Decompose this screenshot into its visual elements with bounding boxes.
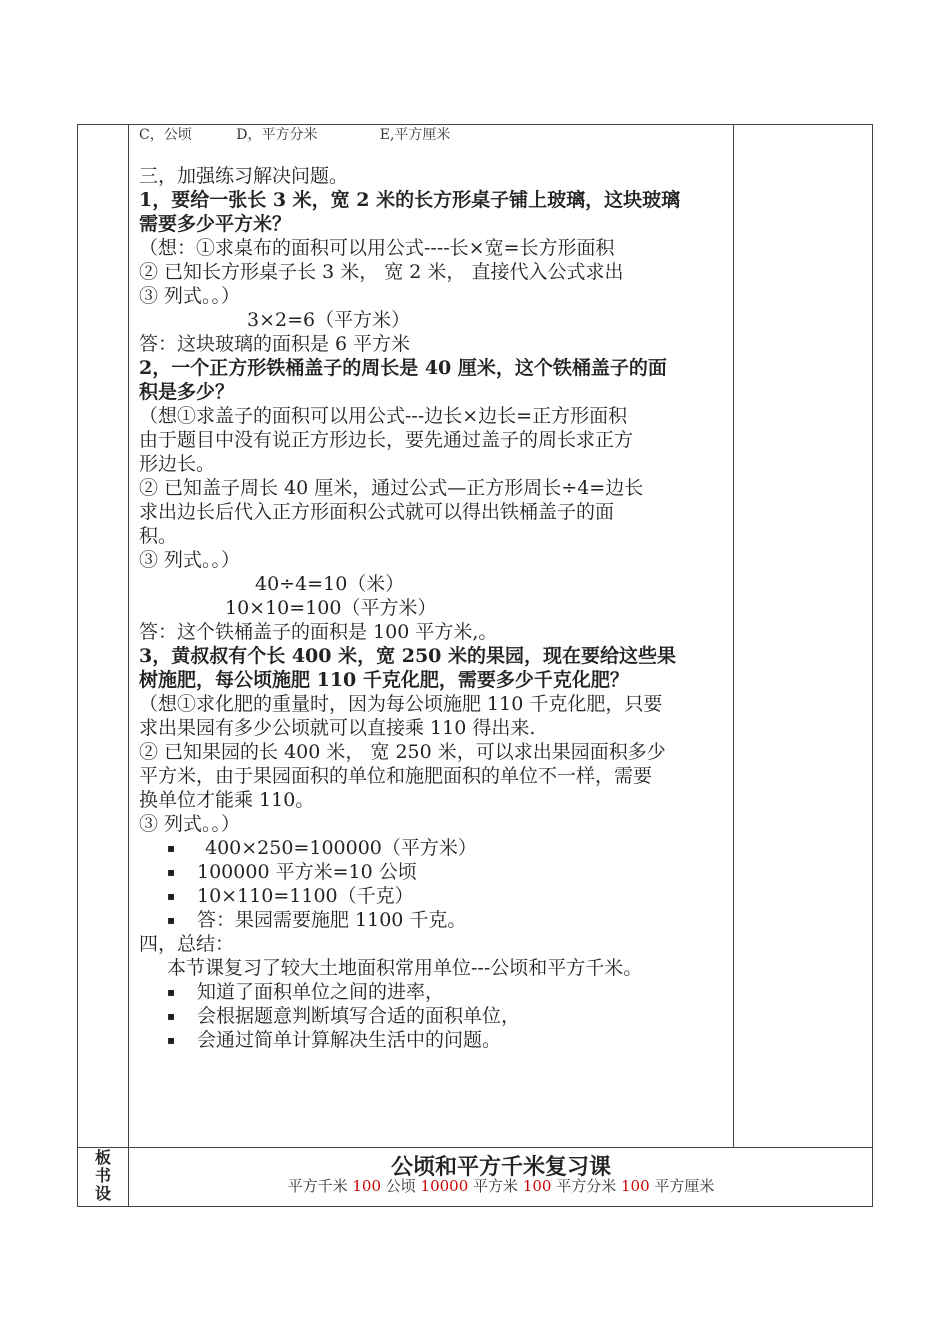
text-line: （想①求化肥的重量时，因为每公顷施肥 110 千克化肥，只要 (139, 693, 663, 715)
unit-name: 平方分米 (551, 1177, 621, 1195)
text-line: 10×10=100（平方米） (225, 597, 437, 619)
bullet-item: ▪ 100000 平方米=10 公顷 (139, 860, 731, 884)
unit-name: 公顷 (381, 1177, 421, 1195)
board-units (130, 1175, 872, 1196)
text-line: 答：这个铁桶盖子的面积是 100 平方米,。 (139, 621, 498, 643)
answer-options: C，公顷 D，平方分米 E,平方厘米 (139, 127, 451, 143)
bullet-item: ▪ 10×110=1100（千克） (139, 884, 731, 908)
text-line: 换单位才能乘 110。 (139, 789, 315, 811)
conversion-rate: 10000 (420, 1177, 469, 1195)
conversion-rate: 100 (621, 1177, 650, 1195)
text-line: 3，黄叔叔有个长 400 米，宽 250 米的果园，现在要给这些果 (139, 645, 677, 667)
text-line: 3×2=6（平方米） (247, 309, 411, 331)
text-line: 树施肥，每公顷施肥 110 千克化肥，需要多少千克化肥？ (139, 669, 629, 691)
text-line: 1，要给一张长 3 米，宽 2 米的长方形桌子铺上玻璃，这块玻璃 (139, 189, 681, 211)
table-divider-right (733, 124, 734, 1147)
text-line: （想①求盖子的面积可以用公式---边长×边长=正方形面积 (139, 405, 628, 427)
bullet-item: ▪ 会根据题意判断填写合适的面积单位， (139, 1004, 731, 1028)
board-title: 公顷和平方千米复习课 (390, 1155, 611, 1180)
lesson-content (139, 124, 731, 1052)
unit-name: 平方千米 (287, 1177, 353, 1195)
text-line: ③ 列式。。） (139, 813, 241, 835)
bullet-item: ▪ 会通过简单计算解决生活中的问题。 (139, 1028, 731, 1052)
text-line: 平方米，由于果园面积的单位和施肥面积的单位不一样，需要 (139, 765, 653, 787)
text-line: ② 已知盖子周长 40 厘米，通过公式—正方形周长÷4=边长 (139, 477, 644, 499)
lesson-lines (139, 164, 731, 1052)
table-divider-row (77, 1147, 873, 1148)
text-line: 求出果园有多少公顷就可以直接乘 110 得出来. (139, 717, 536, 739)
conversion-rate: 100 (352, 1177, 381, 1195)
text-line: 积。 (139, 525, 178, 547)
text-line: 本节课复习了较大土地面积常用单位---公顷和平方千米。 (167, 957, 643, 979)
bullet-item: ▪ 知道了面积单位之间的进率， (139, 980, 731, 1004)
text-line: 四，总结： (139, 933, 235, 955)
table-divider-left (128, 124, 129, 1207)
text-line: 形边长。 (139, 453, 216, 475)
text-line: （想：①求桌布的面积可以用公式----长×宽=长方形面积 (139, 237, 615, 259)
text-line: 由于题目中没有说正方形边长，要先通过盖子的周长求正方 (139, 429, 634, 451)
text-line: 40÷4=10（米） (255, 573, 405, 595)
text-line: ② 已知长方形桌子长 3 米， 宽 2 米， 直接代入公式求出 (139, 261, 624, 283)
text-line: ③ 列式。。） (139, 285, 241, 307)
bullet-item: ▪ 答：果园需要施肥 1100 千克。 (139, 908, 731, 932)
unit-name: 平方米 (468, 1177, 523, 1195)
unit-name: 平方厘米 (649, 1177, 715, 1195)
text-line: 求出边长后代入正方形面积公式就可以得出铁桶盖子的面 (139, 501, 615, 523)
text-line: 三，加强练习解决问题。 (139, 165, 349, 187)
text-line: 答：这块玻璃的面积是 6 平方米 (139, 333, 411, 355)
text-line: 积是多少？ (139, 381, 235, 403)
board-side-label: 板 书 设 (94, 1148, 111, 1203)
text-line: 需要多少平方米？ (139, 213, 292, 235)
bullet-item: ▪ 400×250=100000（平方米） (139, 836, 731, 860)
text-line: ② 已知果园的长 400 米， 宽 250 米，可以求出果园面积多少 (139, 741, 666, 763)
text-line: 2，一个正方形铁桶盖子的周长是 40 厘米，这个铁桶盖子的面 (139, 357, 667, 379)
conversion-rate: 100 (522, 1177, 552, 1195)
text-line: ③ 列式。。） (139, 549, 241, 571)
